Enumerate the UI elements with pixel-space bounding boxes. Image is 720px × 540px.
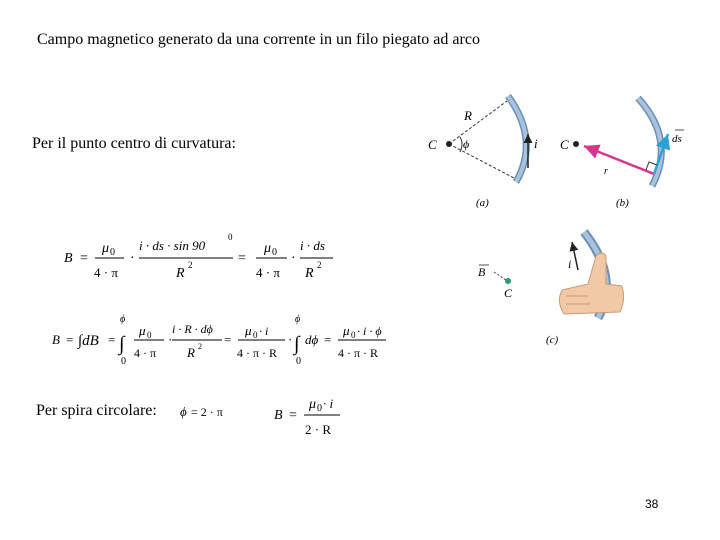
label-phi-a: ϕ [463,137,470,151]
equation-2 [52,314,386,367]
eq2-equals-2: = [108,332,116,347]
eq3-num: · i [323,396,334,411]
label-i-c: i [568,257,572,271]
eq1-mu-sub: 0 [110,247,115,258]
eq2-lhs: B [52,332,60,347]
eq2-upper-1: ϕ [120,314,126,325]
eq2-num2: i · R · dϕ [172,322,213,336]
eq1-lhs: B [64,251,73,266]
eq2-num3: · i [259,324,269,338]
label-r: r [604,166,608,177]
eq2-integral-1: ∫ [119,333,125,355]
eq2-num5: · i · ϕ [357,324,382,338]
page-number: 38 [645,497,659,511]
eq1-dot: · [130,251,135,266]
eq2-dot: · [168,332,173,347]
eq1-equals-2: = [238,251,246,266]
eq2-lower-1: 0 [121,356,126,367]
label-C-a: C [428,137,437,152]
label-panel-b: (b) [616,197,629,209]
eq2-mu-2-sub: 0 [253,330,258,340]
eq3-mu-sub: 0 [317,403,322,414]
eq1-degree: 0 [228,232,233,242]
eq3-lhs: B [274,408,283,423]
label-panel-a: (a) [476,197,489,209]
eq2-lower-2: 0 [296,356,301,367]
eq2-den2-sq: 2 [198,342,202,351]
equation-phi [180,404,223,419]
equation-3 [274,396,340,437]
eq2-equals-3: = [224,332,232,347]
label-C-b: C [560,137,569,152]
eq2-four-pi: 4 · π [134,346,157,360]
equation-1 [64,232,333,281]
eq1-dot-2: · [291,251,296,266]
eq1-num4: i · ds [300,238,325,253]
eq1-den4: R [305,266,314,281]
eq1-den2: R [176,266,185,281]
eq2-mu: μ [139,323,146,338]
eq1-equals: = [80,251,88,266]
eq2-mu-2: μ [245,323,252,338]
eq2-dphi: dϕ [305,332,319,347]
phi-rhs: = 2 · π [191,405,223,419]
eq2-int-dB: ∫dB [78,333,99,349]
eq1-mu: μ [102,241,110,256]
eq1-den2-sq: 2 [188,260,193,270]
eq3-equals: = [289,408,297,423]
eq2-dot-2: · [288,332,293,347]
phi-symbol: ϕ [180,404,187,419]
label-i-a: i [534,136,538,151]
eq2-den3: 4 · π · R [237,346,278,360]
slide-title: Campo magnetico generato da una corrente in un filo piegato ad arco [37,31,480,48]
eq3-den: 2 · R [305,422,331,437]
label-C-c: C [504,286,513,300]
eq2-equals-4: = [324,332,332,347]
label-ds: ds [672,133,682,145]
eq2-upper-2: ϕ [295,314,301,325]
subtitle-center-curvature: Per il punto centro di curvatura: [32,135,236,152]
eq2-integral-2: ∫ [294,333,300,355]
label-R: R [464,108,472,123]
eq1-four-pi: 4 · π [94,265,118,280]
eq1-mu-2: μ [264,241,272,256]
eq1-num2: i · ds · sin 90 [139,238,206,253]
eq2-mu-3-sub: 0 [351,330,356,340]
eq2-den4: 4 · π · R [338,346,379,360]
eq1-den4-sq: 2 [317,260,322,270]
label-circular-loop: Per spira circolare: [36,402,157,419]
label-panel-c: (c) [546,334,559,346]
eq3-mu: μ [309,397,317,412]
eq2-mu-3: μ [343,323,350,338]
eq2-den2: R [187,345,195,360]
eq1-mu-2-sub: 0 [272,247,277,258]
label-B-c: B [478,265,486,279]
eq1-four-pi-2: 4 · π [256,265,280,280]
eq2-mu-sub: 0 [147,330,152,340]
eq2-equals: = [66,332,74,347]
